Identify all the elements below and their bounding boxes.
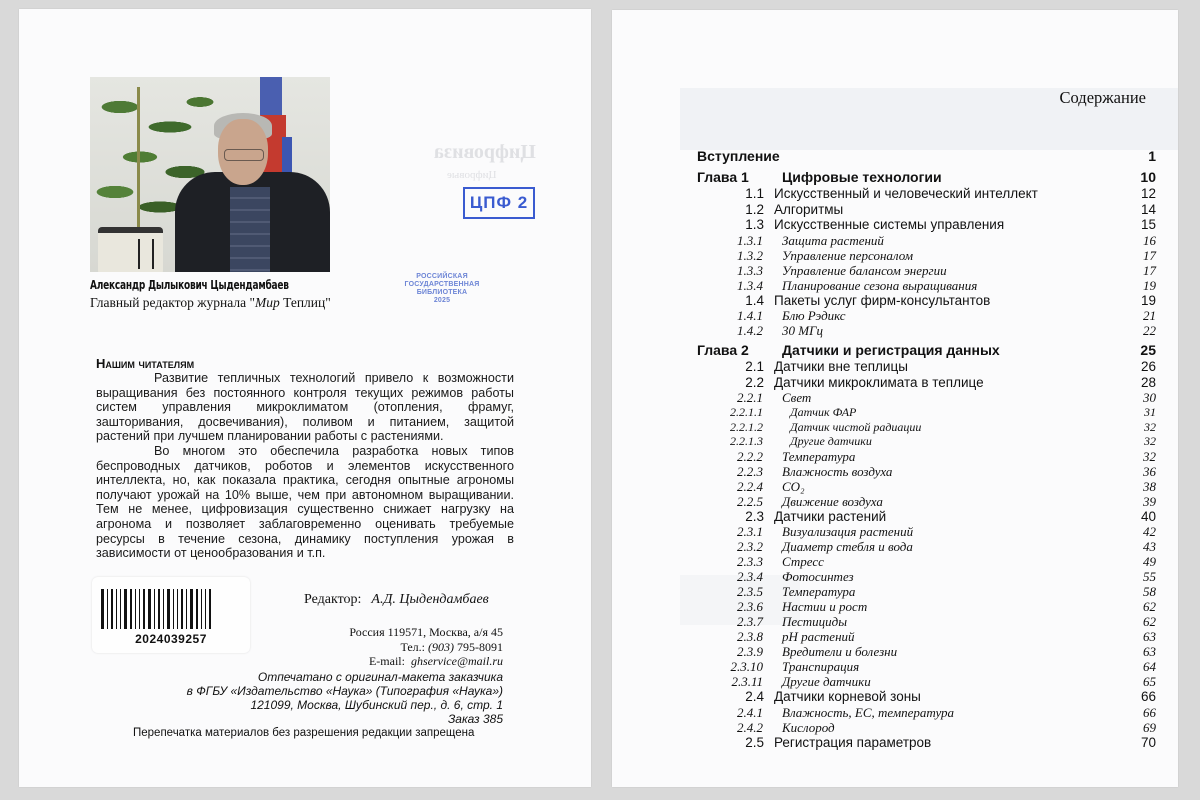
toc-entry-title: Регистрация параметров: [774, 734, 932, 750]
toc-entry-title: 30 МГц: [782, 323, 823, 338]
toc-entry-title: Температура: [782, 584, 856, 599]
author-role-prefix: Главный редактор журнала ": [90, 295, 255, 310]
barcode-bar: [143, 589, 145, 629]
toc-entry-number: 1.4.1: [737, 308, 763, 323]
library-stamp-line: БИБЛИОТЕКА: [416, 289, 468, 296]
toc-entry-page: 65: [1143, 674, 1156, 689]
toc-entry-title: Другие датчики: [782, 674, 871, 689]
right-page: [612, 10, 1178, 787]
author-photo: [90, 77, 330, 272]
toc-entry-page: 55: [1143, 569, 1156, 584]
barcode-bar: [124, 589, 127, 629]
toc-entry-number: 2.3.10: [730, 659, 763, 674]
barcode-bar: [190, 589, 193, 629]
toc-entry-page: 49: [1143, 554, 1156, 569]
toc-entry-title: Искусственные системы управления: [774, 217, 1005, 232]
barcode-bar: [148, 589, 151, 629]
toc-entry-title: Блю Рэдикс: [782, 308, 846, 323]
toc-entry-number: 2.3.5: [737, 584, 763, 599]
toc-entry-page: 63: [1143, 629, 1156, 644]
toc-entry-page: 30: [1143, 390, 1156, 405]
toc-entry-title: Пакеты услуг фирм-консультантов: [774, 292, 991, 308]
toc-entry-title: pH растений: [782, 629, 855, 644]
toc-entry-number: 1.3.1: [737, 232, 763, 248]
toc-entry-number: 1.4.2: [737, 323, 763, 338]
toc-entry-page: 40: [1140, 508, 1156, 524]
toc-entry-page: 25: [1140, 342, 1156, 358]
toc-entry-page: 1: [1148, 148, 1156, 164]
toc-entry-title: Настии и рост: [782, 599, 868, 614]
toc-entry-title: Движение воздуха: [782, 493, 883, 509]
barcode-bar: [116, 589, 117, 629]
toc-entry-number: 2.3.4: [737, 569, 763, 584]
toc-entry-page: 26: [1140, 359, 1156, 374]
barcode-bar: [120, 589, 121, 629]
toc-entry-number: 2.2.1: [737, 390, 763, 405]
toc-entry-page: 17: [1143, 247, 1156, 263]
email-address: ghservice@mail.ru: [410, 654, 503, 668]
printer-line: в ФГБУ «Издательство «Наука» (Типография «Наука»): [186, 684, 503, 698]
cpf-stamp: ЦПФ 2: [463, 187, 535, 219]
email-line: [349, 654, 503, 669]
toc-entry-number: 1.3: [745, 217, 764, 232]
toc-entry-title: Управление балансом энергии: [782, 262, 947, 278]
toc-entry-page: 19: [1140, 292, 1156, 308]
barcode-bar: [163, 589, 164, 629]
toc-entry-title: Цифровые технологии: [782, 169, 942, 185]
editor-line: [304, 592, 489, 608]
barcode-bar: [181, 589, 183, 629]
toc-entry-number: 2.3.8: [737, 629, 763, 644]
toc-entry-number: 1.2: [745, 201, 764, 217]
toc-entry-number: 2.3.1: [737, 524, 763, 539]
phone-code: (903): [428, 639, 454, 654]
toc-entry-page: 19: [1143, 277, 1156, 293]
toc-entry-title: Датчики микроклимата в теплице: [774, 374, 984, 390]
toc-entry-number: 2.4.1: [737, 704, 763, 720]
toc-entry-page: 32: [1143, 448, 1156, 464]
toc-entry-number: 2.3.11: [731, 674, 763, 689]
toc-title: Содержание: [1059, 88, 1146, 107]
toc-entry-number: 2.3.3: [737, 554, 763, 569]
toc-entry-title: Управление персоналом: [782, 247, 914, 263]
toc-entry-page: 32: [1144, 434, 1156, 448]
bleed-through-title: Цифровиза: [434, 141, 536, 163]
toc-entry-page: 10: [1140, 169, 1156, 185]
library-stamp-line: РОССИЙСКАЯ: [416, 273, 468, 280]
toc-entry-number: 2.4.2: [737, 719, 763, 735]
printer-info: [187, 670, 503, 726]
toc-entry-number: 2.2.1.3: [730, 434, 763, 448]
toc-entry-title: Пестициды: [782, 614, 848, 629]
printer-line: Заказ 385: [447, 712, 503, 726]
barcode-bar: [196, 589, 198, 629]
toc-entry-title: Искусственный и человеческий интеллект: [774, 186, 1038, 201]
magazine-name: Мир: [254, 295, 280, 310]
toc-entry-page: 17: [1143, 262, 1156, 278]
toc-entry-number: 2.2.3: [737, 463, 763, 479]
toc-entry-title: Влажность воздуха: [782, 463, 893, 479]
phone-line: [349, 640, 503, 655]
toc-entry-title: Диаметр стебля и вода: [782, 539, 913, 554]
barcode-bar: [107, 589, 108, 629]
toc-entry-number: 2.2.2: [737, 448, 763, 464]
toc-entry-number: 1.1: [745, 186, 764, 201]
barcode-bar: [139, 589, 140, 629]
toc-entry-title: Другие датчики: [790, 434, 872, 448]
phone-number: 795-8091: [454, 639, 503, 654]
barcode-bar: [130, 589, 132, 629]
editor-name: А.Д. Цыдендамбаев: [371, 592, 489, 607]
toc-entry-title: Вступление: [697, 148, 780, 164]
editor-label: Редактор:: [304, 592, 362, 607]
toc-entry-title: Датчики корневой зоны: [774, 689, 921, 704]
toc-entry-title: Датчики растений: [774, 508, 887, 524]
toc-entry-title: Визуализация растений: [782, 524, 914, 539]
toc-entry-title: Датчик чистой радиации: [790, 419, 922, 434]
barcode-bar: [167, 589, 170, 629]
toc-entry-number: 1.3.3: [737, 262, 763, 278]
barcode-label: [92, 577, 250, 653]
toc-entry-title: Стресс: [782, 554, 824, 569]
toc-entry-page: 16: [1143, 232, 1156, 248]
toc-entry-title: Вредители и болезни: [782, 644, 898, 659]
library-stamp-line: ГОСУДАРСТВЕННАЯ: [404, 281, 480, 288]
toc-entry-title: Транспирация: [782, 659, 860, 674]
toc-entry-title: Кислород: [782, 719, 835, 735]
barcode-bar: [111, 589, 113, 629]
toc-entry-title: Датчик ФАР: [790, 405, 857, 419]
toc-entry-page: 43: [1143, 539, 1156, 554]
toc-entry-page: 32: [1144, 419, 1156, 434]
toc-entry-title: Влажность, EC, температура: [782, 704, 955, 720]
toc-entry-number: 2.3.7: [737, 614, 763, 629]
reprint-notice: Перепечатка материалов без разрешения редакции запрещена: [133, 727, 475, 739]
toc-entry-number: 2.2.5: [737, 493, 763, 509]
readers-heading: Нашим читателям: [96, 356, 195, 371]
barcode-bar: [135, 589, 136, 629]
toc-entry-page: 66: [1140, 689, 1156, 704]
toc-entry-number: 2.2.1.2: [730, 419, 763, 434]
barcode-bar: [209, 589, 211, 629]
toc-entry-page: 38: [1143, 478, 1156, 494]
barcode-bar: [186, 589, 187, 629]
toc-entry-page: 36: [1143, 463, 1156, 479]
bleed-through-subtitle: Цифровые: [447, 169, 497, 181]
barcode-bar: [101, 589, 104, 629]
barcode-bars: [101, 589, 241, 629]
barcode-bar: [173, 589, 174, 629]
library-stamp: [392, 273, 492, 305]
toc-entry-number: 2.3.9: [737, 644, 763, 659]
toc-entry-number: Глава 1: [697, 169, 749, 185]
readers-text: [96, 371, 514, 561]
toc-entry-number: 2.5: [745, 734, 764, 750]
toc-entry-number: 2.3: [745, 508, 764, 524]
toc-entry-page: 28: [1140, 374, 1156, 390]
toc-entry-number: 2.2.1.1: [730, 405, 763, 419]
toc-entry-page: 14: [1140, 201, 1156, 217]
contact-block: [349, 625, 503, 669]
toc-entry-title: Датчики и регистрация данных: [782, 342, 1000, 358]
toc-entry-number: 2.4: [745, 689, 764, 704]
barcode-bar: [158, 589, 160, 629]
toc-entry-number: 2.1: [745, 359, 764, 374]
barcode-bar: [177, 589, 178, 629]
barcode-bar: [201, 589, 202, 629]
postal-address: Россия 119571, Москва, а/я 45: [349, 625, 503, 639]
toc-entry-page: 63: [1143, 644, 1156, 659]
toc-entry-page: 31: [1144, 405, 1156, 419]
toc-entry-title: Температура: [782, 448, 856, 464]
toc-entry-title: Алгоритмы: [774, 201, 844, 217]
toc-entry-number: 2.3.2: [737, 539, 763, 554]
toc-entry-page: 62: [1143, 614, 1156, 629]
barcode-bar: [205, 589, 206, 629]
toc-entry-title: CO₂: [782, 478, 805, 494]
toc-entry-page: 12: [1140, 186, 1156, 201]
toc-entry-page: 15: [1140, 217, 1156, 232]
author-role-suffix: Теплиц": [279, 295, 331, 310]
email-label: E-mail:: [368, 654, 405, 668]
toc-entry-title: Фотосинтез: [782, 569, 854, 584]
toc-entry-title: Свет: [782, 390, 812, 405]
author-name: Александр Дылыкович Цыдендамбаев: [90, 277, 289, 292]
toc-entry-page: 70: [1140, 734, 1156, 750]
toc-entry-number: 2.2.4: [737, 478, 763, 494]
toc-entry-number: 2.3.6: [737, 599, 763, 614]
toc-entry-number: Глава 2: [697, 342, 749, 358]
toc-entry-number: 1.4: [745, 292, 764, 308]
barcode-bar: [154, 589, 155, 629]
toc-entry-page: 42: [1143, 524, 1156, 539]
readers-paragraph: Во многом это обеспечила разработка новых типов беспроводных датчиков, роботов и элементов искусственного интеллекта, но, как показала практика, сегодня опытные агрономы получают урожай на 10% выше, чем при автономном выращивании. Тем не менее, цифровизация существенно снижает нагрузку на агронома и позволяет заблаговременно оценивать требуемые ресурсы в течение сезона, динамику поступления урожая в зависимости от ценообразования и т.п.: [96, 443, 514, 561]
library-stamp-line: 2025: [433, 297, 451, 304]
toc-entry-title: Датчики вне теплицы: [774, 359, 908, 374]
readers-paragraph: Развитие тепличных технологий привело к возможности выращивания без постоянного контроля текущих режимов работы систем управления микроклиматом (отопления, фрамуг, зашторивания, досвечивания), поливом и питанием, защитой растений при лучшем планировании работы с растениями.: [96, 371, 514, 444]
toc-entry-number: 1.3.4: [737, 277, 763, 293]
toc-entry-page: 22: [1143, 323, 1156, 338]
toc-entry-page: 66: [1143, 704, 1156, 720]
phone-label: Тел.:: [400, 639, 428, 654]
toc-entry-page: 21: [1143, 308, 1156, 323]
author-role: [90, 295, 331, 311]
toc-entry-number: 2.2: [745, 374, 764, 390]
toc-entry-title: Защита растений: [782, 232, 884, 248]
toc-entry-title: Планирование сезона выращивания: [782, 277, 978, 293]
toc-entry-page: 58: [1143, 584, 1156, 599]
barcode-number: 2024039257: [135, 632, 207, 646]
toc-entry-page: 39: [1143, 493, 1156, 509]
toc-entry-page: 69: [1143, 719, 1156, 735]
printer-line: 121099, Москва, Шубинский пер., д. 6, стр. 1: [250, 698, 503, 712]
toc-entry-page: 64: [1143, 659, 1156, 674]
toc-entry-page: 62: [1143, 599, 1156, 614]
toc-entry-number: 1.3.2: [737, 247, 763, 263]
left-page: [19, 9, 591, 787]
printer-line: Отпечатано с оригинал-макета заказчика: [257, 670, 503, 684]
